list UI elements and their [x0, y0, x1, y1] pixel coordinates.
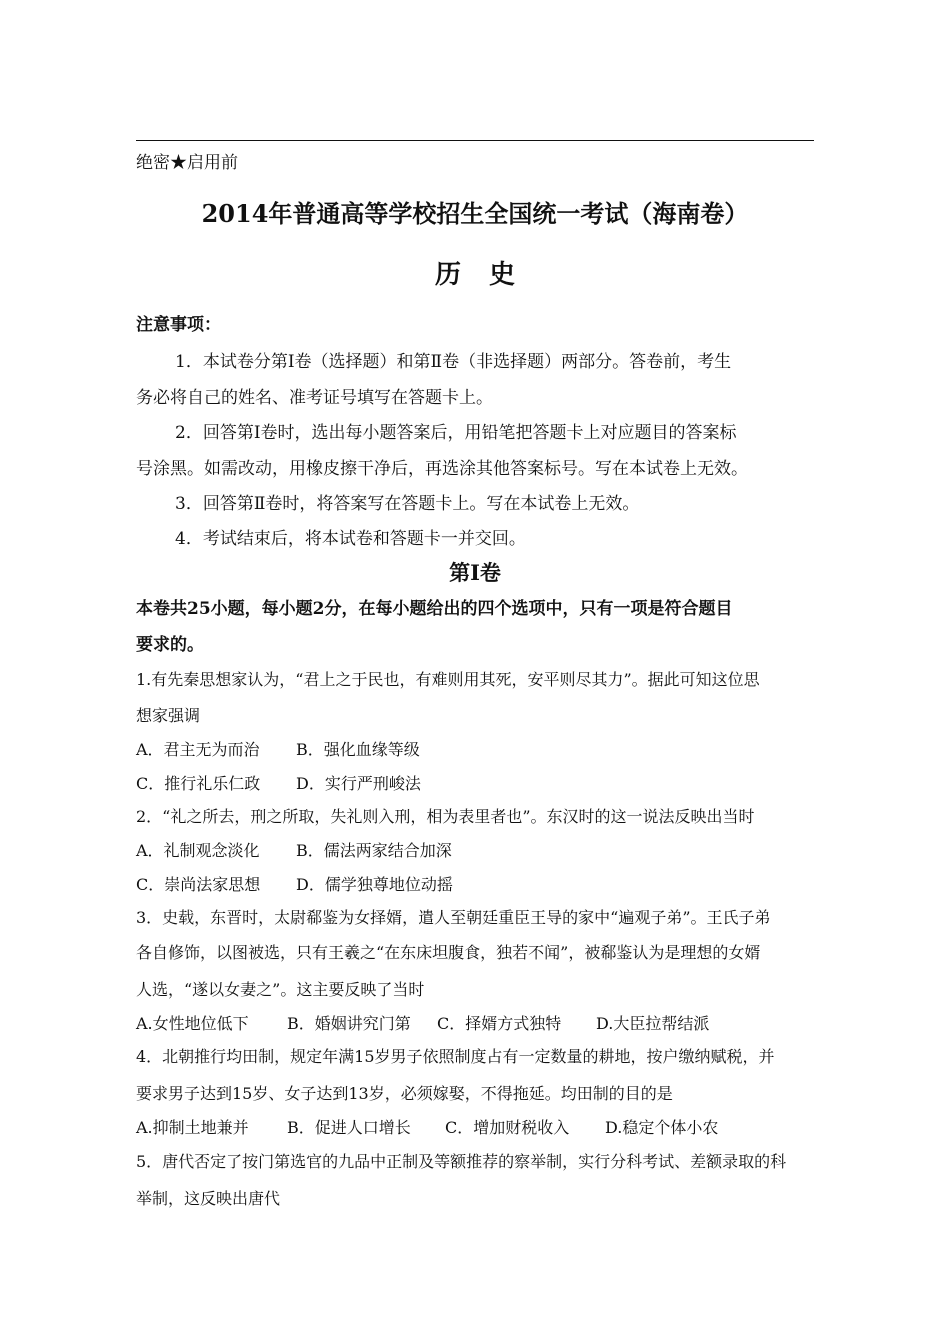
question-stem-line: 4．北朝推行均田制，规定年满15岁男子依照制度占有一定数量的耕地，按户缴纳赋税，并 [136, 1047, 775, 1066]
option-c: C．推行礼乐仁政 [136, 774, 261, 793]
option-b: B．婚姻讲究门第 [287, 1014, 411, 1033]
subject-title: 历史 [434, 260, 543, 290]
question-stem-line: 3．史载，东晋时，太尉郗鉴为女择婿，遣人至朝廷重臣王导的家中“遍观子弟”。王氏子弟 [136, 908, 771, 927]
top-rule-divider [136, 140, 814, 141]
option-a: A．礼制观念淡化 [136, 841, 260, 860]
option-d: D.稳定个体小农 [605, 1118, 719, 1137]
note-line: 号涂黑。如需改动，用橡皮擦干净后，再选涂其他答案标号。写在本试卷上无效。 [136, 459, 748, 479]
option-c: C．崇尚法家思想 [136, 875, 261, 894]
option-c: C．择婿方式独特 [437, 1014, 562, 1033]
section-instruction-line: 本卷共25小题，每小题2分，在每小题给出的四个选项中，只有一项是符合题目 [136, 599, 733, 619]
exam-title: 2014年普通高等学校招生全国统一考试（海南卷） [201, 199, 749, 228]
option-d: D．儒学独尊地位动摇 [296, 875, 453, 894]
note-line: 1．本试卷分第Ⅰ卷（选择题）和第Ⅱ卷（非选择题）两部分。答卷前，考生 [175, 352, 732, 372]
question-stem-line: 5．唐代否定了按门第选官的九品中正制及等额推荐的察举制，实行分科考试、差额录取的科 [136, 1152, 787, 1171]
question-stem-line: 2．“礼之所去，刑之所取，失礼则入刑，相为表里者也”。东汉时的这一说法反映出当时 [136, 807, 755, 826]
question-stem-line: 人选，“遂以女妻之”。这主要反映了当时 [136, 980, 425, 999]
note-line: 3．回答第Ⅱ卷时，将答案写在答题卡上。写在本试卷上无效。 [175, 494, 640, 514]
question-stem-line: 1.有先秦思想家认为，“君上之于民也，有难则用其死，安平则尽其力”。据此可知这位思 [136, 670, 760, 689]
option-b: B．儒法两家结合加深 [296, 841, 452, 860]
section-instruction-line: 要求的。 [136, 635, 204, 655]
section-title: 第Ⅰ卷 [449, 560, 501, 585]
option-a: A．君主无为而治 [136, 740, 260, 759]
option-b: B．促进人口增长 [287, 1118, 411, 1137]
question-stem-line: 要求男子达到15岁、女子达到13岁，必须嫁娶，不得拖延。均田制的目的是 [136, 1084, 673, 1103]
notes-heading: 注意事项： [136, 315, 221, 335]
option-d: D．实行严刑峻法 [296, 774, 421, 793]
option-a: A.女性地位低下 [136, 1014, 249, 1033]
secret-mark: 绝密★启用前 [136, 153, 238, 173]
option-a: A.抑制土地兼并 [136, 1118, 249, 1137]
option-b: B．强化血缘等级 [296, 740, 420, 759]
note-line: 务必将自己的姓名、准考证号填写在答题卡上。 [136, 388, 493, 408]
question-stem-line: 举制，这反映出唐代 [136, 1189, 281, 1208]
note-line: 4．考试结束后，将本试卷和答题卡一并交回。 [175, 529, 526, 549]
option-c: C．增加财税收入 [445, 1118, 570, 1137]
question-stem-line: 各自修饰，以图被选，只有王羲之“在东床坦腹食，独若不闻”，被郗鉴认为是理想的女婿 [136, 943, 761, 962]
question-stem-line: 想家强调 [136, 706, 201, 725]
option-d: D.大臣拉帮结派 [596, 1014, 710, 1033]
note-line: 2．回答第Ⅰ卷时，选出每小题答案后，用铅笔把答题卡上对应题目的答案标 [175, 423, 737, 443]
